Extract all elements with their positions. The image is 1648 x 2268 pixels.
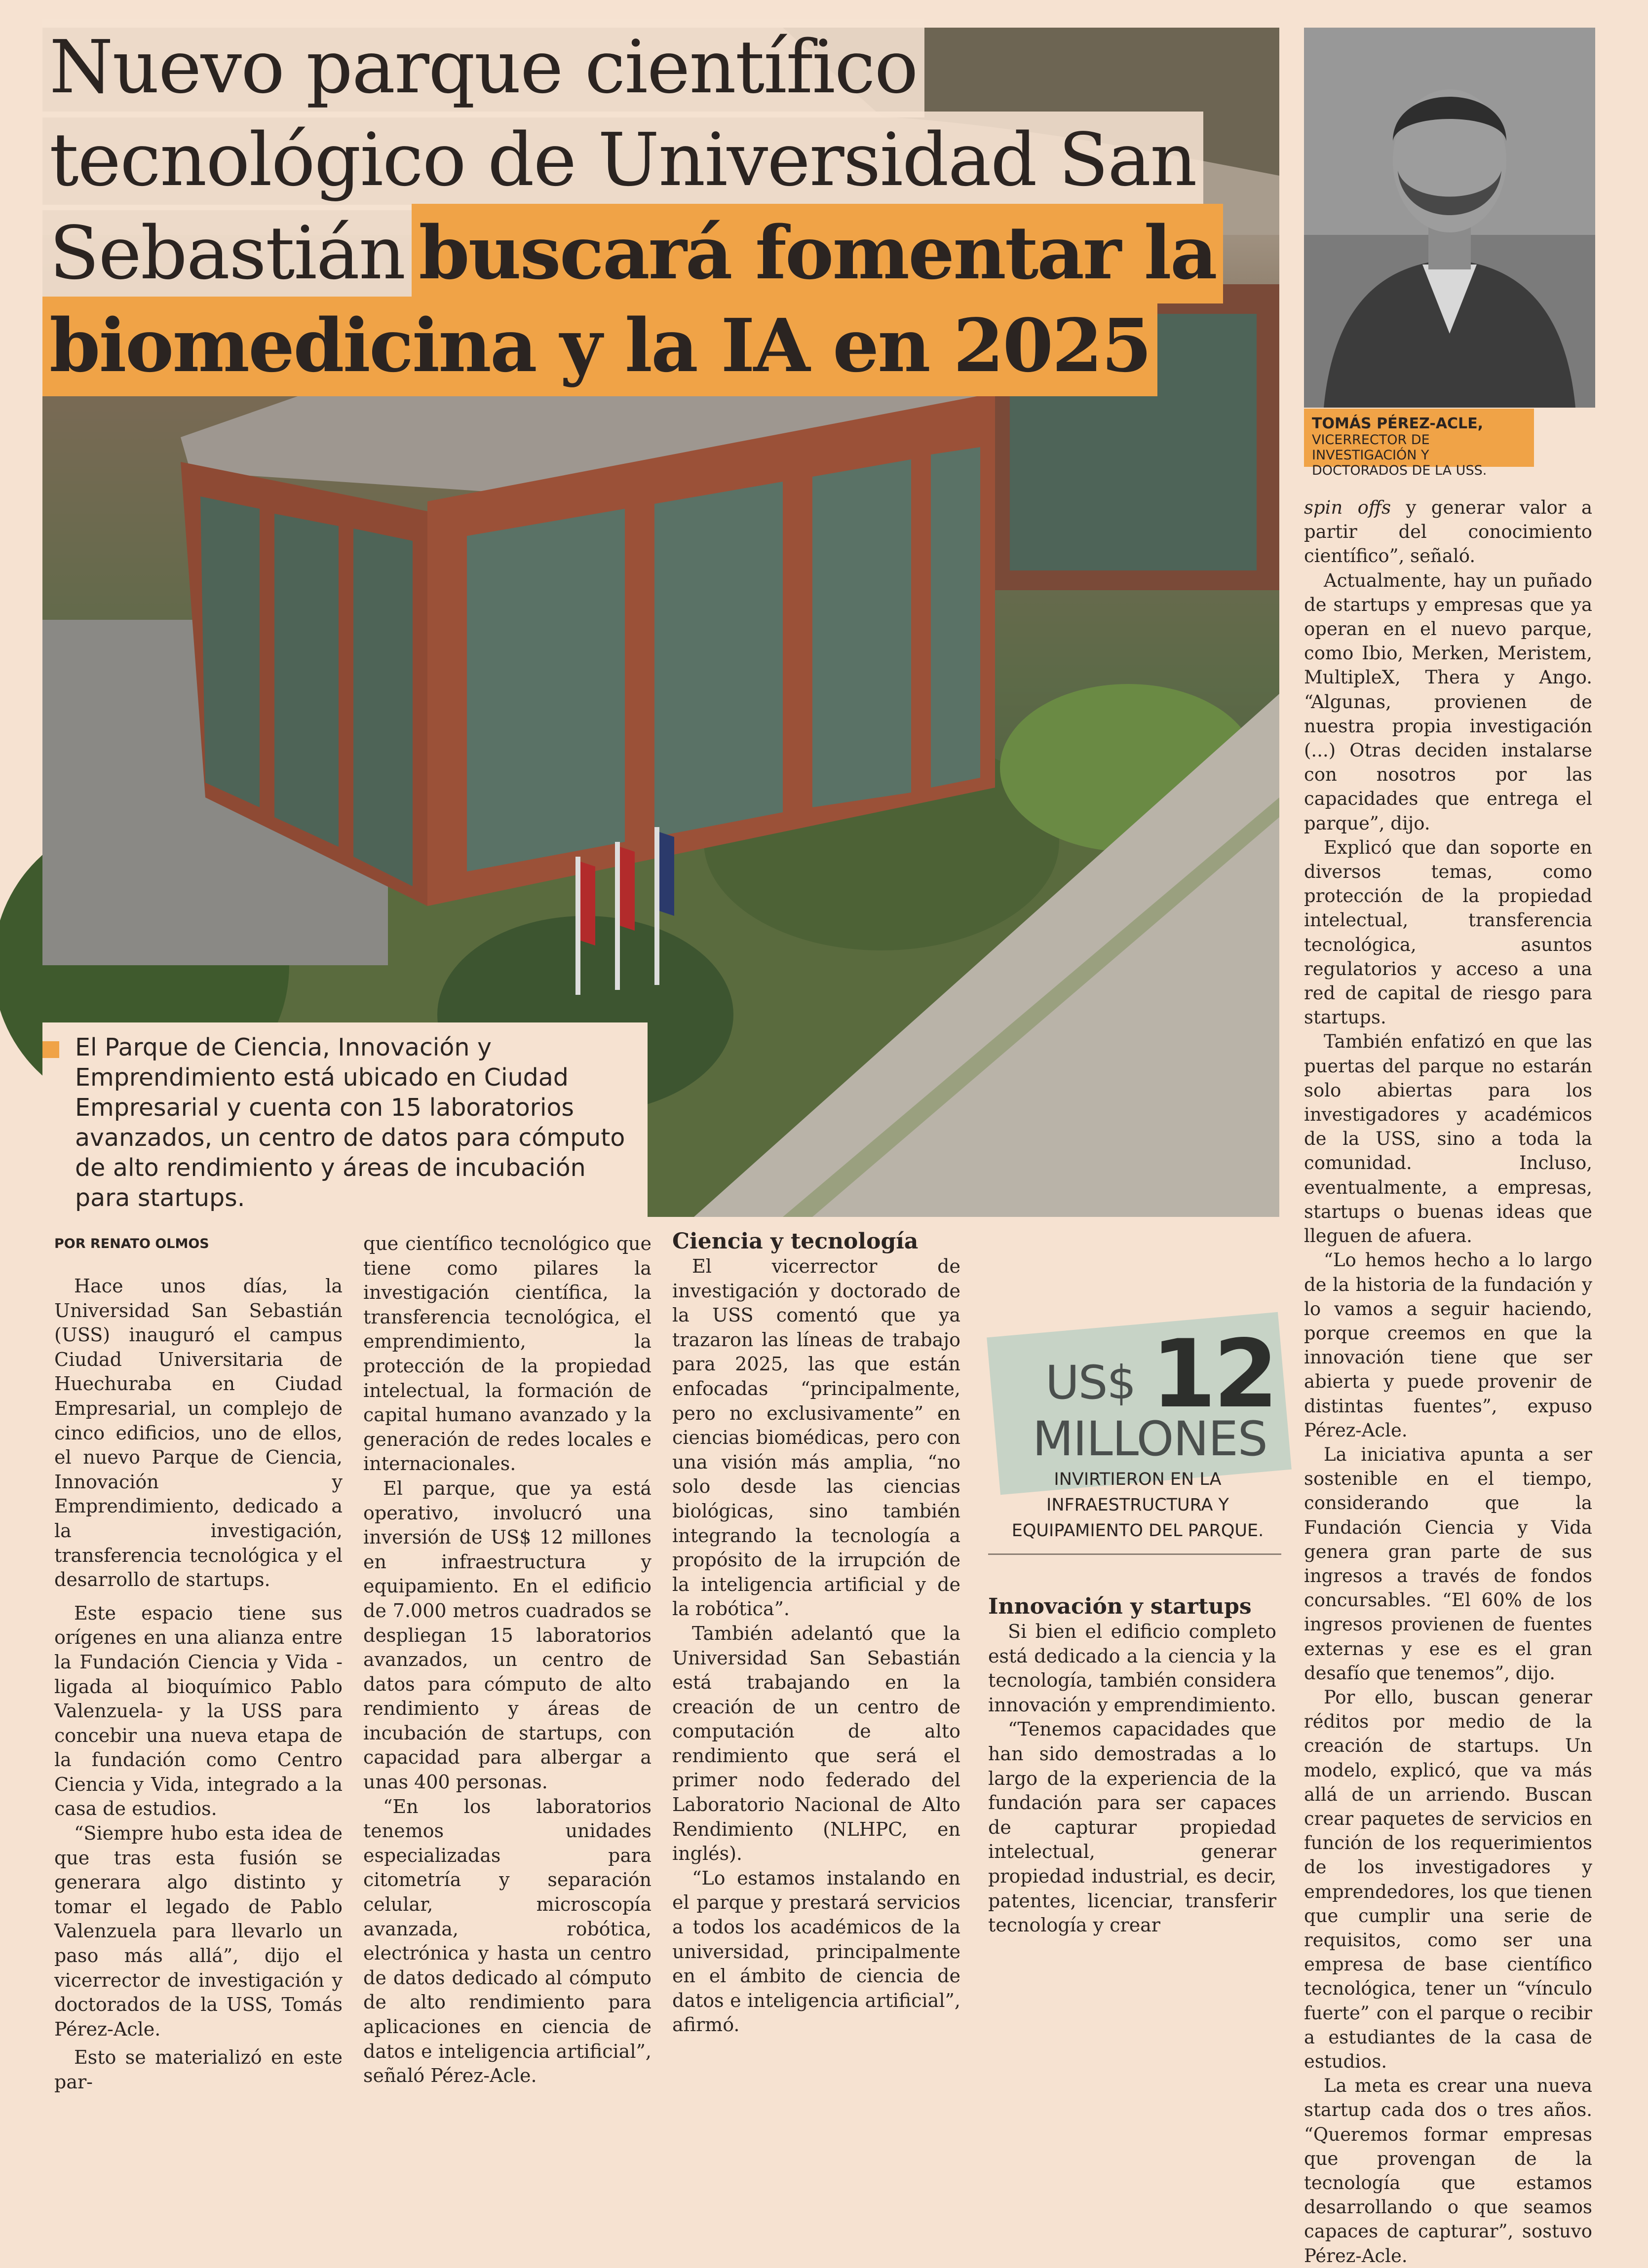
divider: [988, 1553, 1281, 1555]
paragraph: También adelantó que la Universidad San Sebastián está trabajando en la creación de un centro de computación de alto rendimiento que será el primer nodo federado del Laboratorio Nacional de Alto Rendimiento (NLHPC, en inglés).: [672, 1622, 960, 1865]
paragraph: “Lo estamos instalando en el parque y prestará servicios a todos los académicos de la universidad, principalmente en el ámbito de ciencia de datos e inteligencia artificial”, afirmó.: [672, 1867, 960, 2036]
italic-term: spin offs: [1304, 497, 1391, 518]
byline: POR RENATO OLMOS: [54, 1236, 209, 1251]
portrait-name: TOMÁS PÉREZ-ACLE,: [1312, 415, 1484, 432]
paragraph: [1304, 495, 1592, 568]
paragraph: Explicó que dan soporte en diversos temas, como protección de la propiedad intelectual, transferencia tecnológica, asuntos regulatorios y acceso a una red de capital de riesgo para startups.: [1304, 836, 1592, 1028]
article-column-5: [1304, 495, 1592, 2268]
portrait-caption: [1304, 409, 1534, 478]
paragraph: que científico tecnológico que tiene como pilares la investigación científica, la transferencia tecnológica, el emprendimiento, la protección de la propiedad intelectual, la formación de capital humano avanzado y la generación de redes locales e internacionales.: [363, 1233, 652, 1475]
paragraph: Esto se materializó en este par-: [54, 2046, 343, 2093]
headline-line-2: [42, 117, 1203, 202]
paragraph: “Lo hemos hecho a lo largo de la historia de la fundación y lo vamos a seguir haciendo, porque creemos en que la innovación tiene que ser abierta y puede provenir de distintas fuentes”, expuso Pérez-Acle.: [1304, 1249, 1592, 1441]
paragraph: La meta es crear una nueva startup cada dos o tres años. “Queremos formar empresas que provengan de la tecnología que estamos desarrollando o que seamos capaces de capturar”, sostuvo Pérez-Acle.: [1304, 2075, 1592, 2267]
paragraph: Si bien el edificio completo está dedicado a la ciencia y la tecnología, también considera innovación y emprendimiento.: [988, 1621, 1276, 1716]
portrait-role: VICERRECTOR DE INVESTIGACIÓN Y DOCTORADOS DE LA USS.: [1312, 432, 1487, 478]
paragraph: El parque, que ya está operativo, involucró una inversión de US$ 12 millones en infraestructura y equipamiento. En el edificio de 7.000 metros cuadrados se despliegan 15 laboratorios avanzados, un centro de datos para cómputo de alto rendimiento y áreas de incubación de startups, con capacidad para albergar a unas 400 personas.: [363, 1477, 652, 1793]
article-column-4: [988, 1594, 1276, 1938]
subhead-ciencia: Ciencia y tecnología: [672, 1229, 919, 1254]
photo-caption: El Parque de Ciencia, Innovación y Emprendimiento está ubicado en Ciudad Empresarial y cuenta con 15 laboratorios avanzados, un centro de datos para cómputo de alto rendimiento y áreas de incubación para startups.: [75, 1033, 625, 1212]
article-column-2: [363, 1232, 652, 2088]
article-column-3: [672, 1229, 960, 2038]
subhead-innovacion: Innovación y startups: [988, 1594, 1252, 1619]
paragraph: También enfatizó en que las puertas del parque no estarán solo abiertas para los investigadores y académicos de la USS, sino a toda la comunidad. Incluso, eventualmente, a empresas, startups o buenas ideas que lleguen de afuera.: [1304, 1031, 1592, 1247]
headline-line-4: [42, 302, 1157, 388]
stat-currency: US$: [1045, 1356, 1136, 1410]
article-column-1: [54, 1234, 343, 2095]
paragraph-continuation: y generar valor a partir del conocimiento científico”, señaló.: [1304, 497, 1593, 567]
paragraph: Por ello, buscan generar réditos por medio de la creación de startups. Un modelo, explicó, que va más allá de un arriendo. Buscan crear paquetes de servicios en función de los requerimientos de los investigadores y emprendedores, los que tienen que cumplir una serie de requisitos, como ser una empresa de base científico tecnológica, tener un “vínculo fuerte” con el parque o recibir a estudiantes de la casa de estudios.: [1304, 1686, 1592, 2072]
headline-text-3a: Sebastián: [42, 205, 412, 303]
headline-highlight-4: biomedicina y la IA en 2025: [42, 297, 1157, 396]
stat-number: 12: [1151, 1320, 1276, 1429]
paragraph: Este espacio tiene sus orígenes en una alianza entre la Fundación Ciencia y Vida -ligada al bioquímico Pablo Valenzuela- y la USS para concebir una nueva etapa de la fundación como Centro Ciencia y Vida, integrado a la casa de estudios.: [54, 1602, 343, 1820]
headline-text-1: Nuevo parque científico: [42, 19, 924, 117]
caption-bullet-icon: [42, 1041, 59, 1058]
stat-unit: MILLONES: [1033, 1411, 1267, 1467]
paragraph: La iniciativa apunta a ser sostenible en el tiempo, considerando que la Fundación Ciencia y Vida genera gran parte de sus ingresos a través de fondos concursables. “El 60% de los ingresos provienen de fuentes externas y ese es el gran desafío que tenemos”, dijo.: [1304, 1443, 1592, 1684]
paragraph: “En los laboratorios tenemos unidades especializadas para citometría y separación celular, microscopía avanzada, robótica, electrónica y hasta un centro de datos dedicado al cómputo de alto rendimiento para aplicaciones en ciencia de datos e inteligencia artificial”, señaló Pérez-Acle.: [363, 1795, 652, 2087]
paragraph: “Siempre hubo esta idea de que tras esta fusión se generara algo distinto y tomar el legado de Pablo Valenzuela para llevarlo un paso más allá”, dijo el vicerrector de investigación y doctorados de la USS, Tomás Pérez-Acle.: [54, 1822, 343, 2040]
headline-highlight-3: buscará fomentar la: [412, 204, 1223, 303]
paragraph: El vicerrector de investigación y doctorado de la USS comentó que ya trazaron las líneas de trabajo para 2025, las que están enfocadas “principalmente, pero no exclusivamente” en ciencias biomédicas, pero con una visión más amplia, “no solo desde las ciencias biológicas, sino también integrando la tecnología a propósito de la irrupción de la inteligencia artificial y de la robótica”.: [672, 1255, 960, 1620]
stat-description: INVIRTIERON EN LA INFRAESTRUCTURA Y EQUIPAMIENTO DEL PARQUE.: [1011, 1470, 1264, 1541]
headline-text-2: tecnológico de Universidad San: [42, 112, 1203, 210]
headline-line-3: [42, 210, 1223, 296]
portrait-photo: [1304, 28, 1595, 408]
paragraph: Actualmente, hay un puñado de startups y empresas que ya operan en el nuevo parque, como Ibio, Merken, Meristem, MultipleX, Thera y Ango. “Algunas, provienen de nuestra propia investigación (...) Otras deciden instalarse con nosotros por las capacidades que entrega el parque”, dijo.: [1304, 569, 1592, 834]
paragraph: Hace unos días, la Universidad San Sebastián (USS) inauguró el campus Ciudad Universitaria de Huechuraba en Ciudad Empresarial, un complejo de cinco edificios, uno de ellos, el nuevo Parque de Ciencia, Innovación y Emprendimiento, dedicado a la investigación, transferencia tecnológica y el desarrollo de startups.: [54, 1275, 343, 1591]
paragraph: “Tenemos capacidades que han sido demostradas a lo largo de la experiencia de la fundación para ser capaces de capturar propiedad intelectual, generar propiedad industrial, es decir, patentes, licenciar, transferir tecnología y crear: [988, 1718, 1276, 1936]
headline-line-1: [42, 25, 924, 110]
portrait-illustration: [1304, 28, 1595, 408]
